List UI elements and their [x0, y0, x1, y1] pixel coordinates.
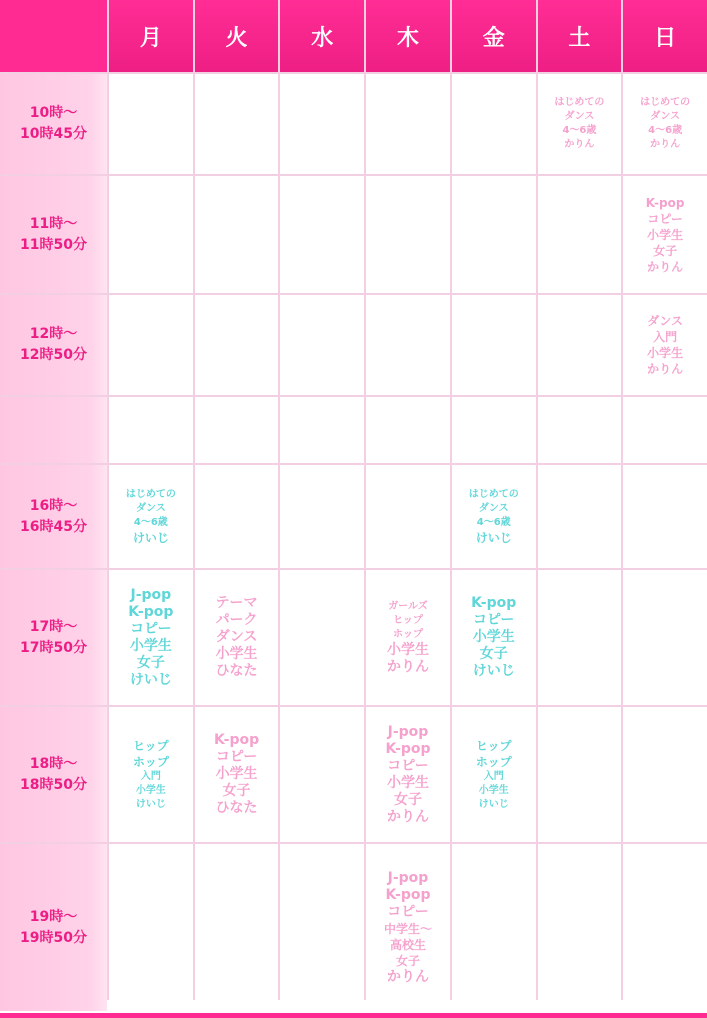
time-start: 12時〜: [29, 326, 78, 342]
slot-wed-11: [280, 176, 364, 293]
lesson-line: かりん: [564, 139, 595, 150]
slot-wed-18: [280, 707, 364, 842]
lesson-line: コピー: [387, 757, 429, 774]
lesson-line: K-pop: [214, 732, 260, 748]
slot-fri-19: [452, 844, 536, 1011]
day-header-sun: 日: [623, 0, 707, 72]
lesson-sat-10[interactable]: [538, 74, 622, 174]
lesson-line: 女子: [393, 791, 422, 808]
lesson-line: ダンス: [564, 111, 595, 122]
lesson-line: 小学生: [647, 346, 684, 360]
slot-sun-17: [623, 570, 707, 705]
lesson-line: 女子: [653, 243, 678, 258]
lesson-line: 女子: [395, 953, 420, 968]
lesson-line: コピー: [130, 620, 172, 637]
lesson-line: かりん: [386, 808, 429, 825]
time-start: 17時〜: [29, 618, 78, 635]
slot-wed-16: [280, 465, 364, 568]
time-end: 17時50分: [20, 639, 87, 656]
lesson-line: 小学生: [215, 646, 258, 662]
lesson-tue-18[interactable]: [195, 707, 279, 842]
lesson-line: はじめての: [554, 97, 605, 108]
slot-fri-11: [452, 176, 536, 293]
lesson-line: けいじ: [472, 663, 515, 679]
slot-mon-19: [109, 844, 193, 1011]
lesson-line: ヒップ: [475, 738, 512, 753]
lesson-line: はじめての: [468, 488, 519, 500]
lesson-line: けいじ: [132, 530, 169, 545]
lesson-line: はじめての: [125, 488, 176, 500]
time-slot-11: [0, 176, 107, 293]
slot-tue-16: [195, 465, 279, 568]
slot-sun-16: [623, 465, 707, 568]
lesson-line: K-pop: [385, 740, 431, 757]
lesson-line: ヒップ: [393, 614, 423, 626]
slot-sun-break: [623, 397, 707, 463]
lesson-line: ホップ: [475, 754, 512, 769]
lesson-line: 小学生: [472, 629, 515, 645]
lesson-line: ダンス: [650, 111, 681, 122]
lesson-line: 4〜6歳: [476, 516, 511, 528]
lesson-line: かりん: [647, 362, 684, 376]
slot-mon-11: [109, 176, 193, 293]
day-header-tue: 火: [195, 0, 279, 72]
slot-fri-12: [452, 295, 536, 395]
lesson-line: 4〜6歳: [562, 125, 597, 136]
lesson-thu-19[interactable]: [366, 844, 450, 1011]
lesson-fri-16[interactable]: [452, 465, 536, 568]
lesson-mon-18[interactable]: [109, 707, 193, 842]
lesson-line: かりん: [386, 968, 429, 985]
lesson-line: J-pop: [387, 869, 429, 886]
time-slot-18: [0, 707, 107, 842]
lesson-line: けいじ: [129, 671, 172, 688]
time-end: 11時50分: [20, 236, 87, 253]
lesson-mon-16[interactable]: [109, 465, 193, 568]
lesson-thu-17[interactable]: [366, 570, 450, 705]
lesson-line: ガールズ: [388, 600, 428, 612]
lesson-line: J-pop: [387, 723, 429, 740]
time-slot-16: [0, 465, 107, 568]
lesson-line: 4〜6歳: [133, 516, 168, 528]
time-slot-10: [0, 74, 107, 174]
slot-sat-11: [538, 176, 622, 293]
lesson-line: 小学生: [647, 227, 684, 242]
slot-mon-break: [109, 397, 193, 463]
lesson-line: K-pop: [471, 595, 517, 611]
lesson-line: 高校生: [389, 937, 426, 952]
lesson-line: 女子: [479, 646, 508, 662]
lesson-sun-10[interactable]: [623, 74, 707, 174]
slot-mon-12: [109, 295, 193, 395]
lesson-line: コピー: [215, 749, 258, 765]
lesson-line: 小学生: [386, 641, 429, 658]
slot-sat-17: [538, 570, 622, 705]
lesson-line: ひなた: [215, 663, 258, 679]
lesson-sun-11[interactable]: [623, 176, 707, 293]
slot-tue-10: [195, 74, 279, 174]
lesson-line: 入門: [483, 770, 504, 782]
slot-thu-16: [366, 465, 450, 568]
lesson-line: 小学生: [129, 637, 172, 654]
lesson-line: 女子: [222, 783, 251, 799]
day-header-fri: 金: [452, 0, 536, 72]
lesson-thu-18[interactable]: [366, 707, 450, 842]
lesson-line: かりん: [647, 259, 684, 274]
lesson-line: ホップ: [392, 628, 423, 640]
lesson-tue-17[interactable]: [195, 570, 279, 705]
slot-fri-10: [452, 74, 536, 174]
time-start: 19時〜: [29, 908, 78, 925]
slot-thu-break: [366, 397, 450, 463]
lesson-line: 小学生: [386, 774, 429, 791]
time-end: 18時50分: [20, 776, 87, 793]
header-corner: [0, 0, 107, 72]
lesson-line: 女子: [136, 654, 165, 671]
lesson-line: ダンス: [478, 502, 509, 514]
slot-sat-18: [538, 707, 622, 842]
lesson-line: ダンス: [647, 314, 684, 328]
slot-fri-break: [452, 397, 536, 463]
lesson-line: はじめての: [640, 97, 691, 108]
day-header-wed: 水: [280, 0, 364, 72]
slot-sat-16: [538, 465, 622, 568]
lesson-line: K-pop: [128, 603, 174, 620]
time-start: 11時〜: [29, 215, 78, 232]
slot-sat-19: [538, 844, 622, 1011]
lesson-line: 入門: [653, 330, 678, 344]
slot-sat-12: [538, 295, 622, 395]
slot-thu-11: [366, 176, 450, 293]
day-header-thu: 木: [366, 0, 450, 72]
lesson-mon-17[interactable]: [109, 570, 193, 705]
lesson-line: 中学生〜: [383, 921, 432, 936]
lesson-line: ダンス: [135, 502, 166, 514]
slot-thu-12: [366, 295, 450, 395]
slot-sun-18: [623, 707, 707, 842]
lesson-line: K-pop: [385, 886, 431, 903]
lesson-line: コピー: [472, 612, 515, 628]
lesson-sun-12[interactable]: [623, 295, 707, 395]
lesson-line: かりん: [650, 139, 681, 150]
slot-sat-break: [538, 397, 622, 463]
lesson-fri-18[interactable]: [452, 707, 536, 842]
slot-wed-10: [280, 74, 364, 174]
lesson-line: 入門: [140, 770, 161, 782]
lesson-line: かりん: [386, 658, 429, 675]
lesson-line: パーク: [215, 612, 258, 628]
lesson-line: 小学生: [135, 784, 166, 796]
lesson-line: 小学生: [215, 766, 258, 782]
slot-sun-19: [623, 844, 707, 1011]
slot-tue-break: [195, 397, 279, 463]
lesson-line: けいじ: [478, 798, 509, 810]
lesson-line: ひなた: [215, 800, 258, 816]
time-slot-12: [0, 295, 107, 395]
slot-wed-break: [280, 397, 364, 463]
time-end: 16時45分: [20, 518, 87, 535]
lesson-line: 小学生: [478, 784, 509, 796]
lesson-fri-17[interactable]: [452, 570, 536, 705]
day-header-mon: 月: [109, 0, 193, 72]
lesson-line: ホップ: [132, 754, 169, 769]
time-slot-17: [0, 570, 107, 705]
slot-thu-10: [366, 74, 450, 174]
time-slot-break: [0, 397, 107, 463]
slot-wed-17: [280, 570, 364, 705]
lesson-line: J-pop: [130, 586, 172, 603]
time-start: 18時〜: [29, 755, 78, 772]
lesson-line: ダンス: [215, 629, 258, 645]
slot-tue-19: [195, 844, 279, 1011]
lesson-line: ヒップ: [133, 738, 169, 753]
lesson-line: テーマ: [215, 595, 258, 611]
slot-wed-12: [280, 295, 364, 395]
time-end: 12時50分: [20, 347, 87, 363]
lesson-line: けいじ: [475, 530, 512, 545]
lesson-line: K-pop: [645, 195, 685, 210]
time-slot-19: [0, 844, 107, 1011]
slot-tue-11: [195, 176, 279, 293]
slot-wed-19: [280, 844, 364, 1011]
lesson-line: コピー: [647, 211, 683, 226]
time-start: 16時〜: [29, 497, 78, 514]
time-end: 19時50分: [20, 929, 87, 946]
lesson-line: コピー: [387, 903, 429, 920]
slot-mon-10: [109, 74, 193, 174]
lesson-line: けいじ: [135, 798, 166, 810]
time-start: 10時〜: [29, 105, 78, 121]
slot-tue-12: [195, 295, 279, 395]
lesson-line: 4〜6歳: [648, 125, 683, 136]
day-header-sat: 土: [538, 0, 622, 72]
footer-strip: [0, 1013, 707, 1018]
time-end: 10時45分: [20, 126, 87, 142]
